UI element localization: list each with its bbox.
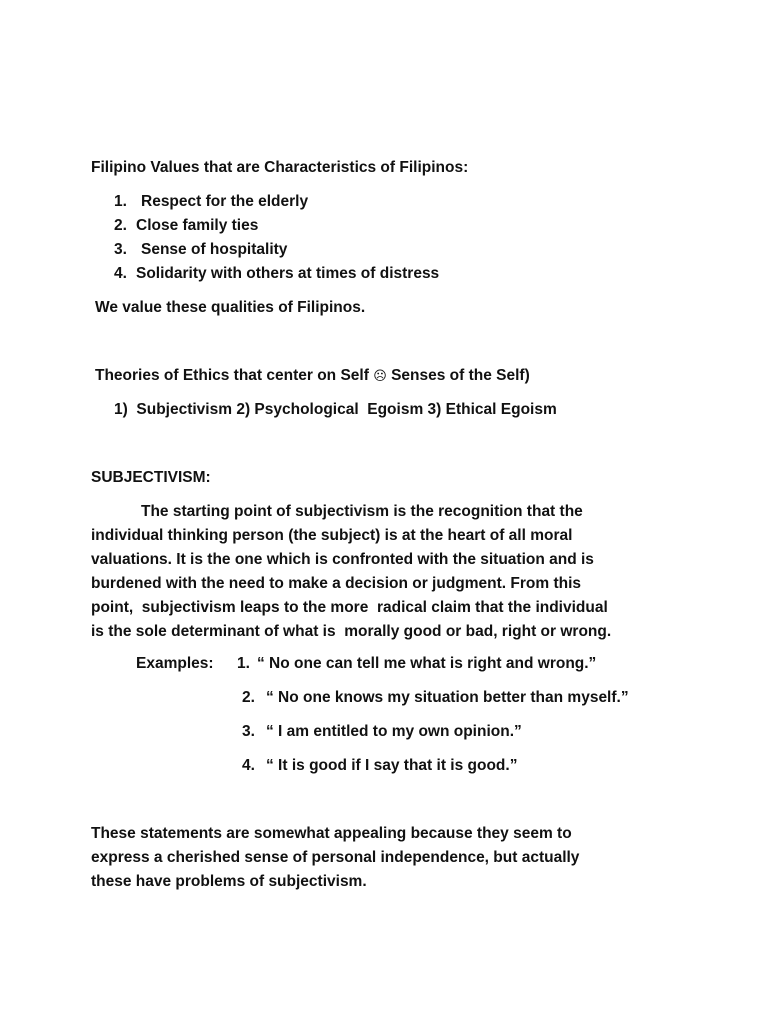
- theories-heading: [95, 366, 530, 387]
- section-heading: Filipino Values that are Characteristics of Filipinos:: [91, 159, 469, 176]
- list-item-number: 4.: [114, 265, 127, 282]
- paragraph-line: burdened with the need to make a decision or judgment. From this: [91, 575, 582, 592]
- theories-list: 1) Subjectivism 2) Psychological Egoism 3) Ethical Egoism: [114, 401, 557, 418]
- paragraph-line: these have problems of subjectivism.: [91, 873, 367, 890]
- example-text: “ It is good if I say that it is good.”: [266, 757, 518, 774]
- list-item-number: 2.: [114, 217, 127, 234]
- paragraph-line: valuations. It is the one which is confronted with the situation and is: [91, 551, 594, 568]
- list-item-number: 3.: [114, 241, 127, 258]
- value-statement: We value these qualities of Filipinos.: [95, 299, 366, 316]
- example-text: “ No one knows my situation better than myself.”: [266, 689, 629, 706]
- list-item: [114, 240, 287, 260]
- subjectivism-title: SUBJECTIVISM:: [91, 469, 211, 486]
- paragraph-line: individual thinking person (the subject) is at the heart of all moral: [91, 527, 573, 544]
- list-item-text: Solidarity with others at times of distress: [136, 265, 440, 282]
- theories-heading-after: Senses of the Self): [391, 367, 530, 384]
- paragraph-line: express a cherished sense of personal independence, but actually: [91, 849, 580, 866]
- example-number: 3.: [242, 723, 255, 740]
- list-item-text: Respect for the elderly: [141, 193, 309, 210]
- list-item-number: 1.: [114, 193, 127, 210]
- frowning-face-icon: ☹: [373, 369, 387, 384]
- example-item: [242, 722, 522, 742]
- example-text: “ No one can tell me what is right and wrong.”: [257, 655, 597, 672]
- paragraph-line: point, subjectivism leaps to the more radical claim that the individual: [91, 599, 608, 616]
- list-item: [114, 264, 439, 284]
- paragraph-line: is the sole determinant of what is morally good or bad, right or wrong.: [91, 623, 612, 640]
- example-text: “ I am entitled to my own opinion.”: [266, 723, 522, 740]
- example-number: 2.: [242, 689, 255, 706]
- example-number: 1.: [237, 655, 250, 672]
- list-item: [114, 192, 308, 212]
- example-item: [237, 654, 596, 674]
- closing-paragraph: [91, 822, 691, 894]
- paragraph-line: These statements are somewhat appealing because they seem to: [91, 825, 572, 842]
- list-item-text: Sense of hospitality: [141, 241, 288, 258]
- theories-heading-before: Theories of Ethics that center on Self: [95, 367, 369, 384]
- subjectivism-paragraph: [91, 500, 691, 644]
- list-item: [114, 216, 258, 236]
- example-number: 4.: [242, 757, 255, 774]
- example-item: [242, 688, 629, 708]
- example-item: [242, 756, 517, 776]
- list-item-text: Close family ties: [136, 217, 259, 234]
- examples-label: Examples:: [136, 655, 214, 672]
- paragraph-line: The starting point of subjectivism is the recognition that the: [141, 503, 583, 520]
